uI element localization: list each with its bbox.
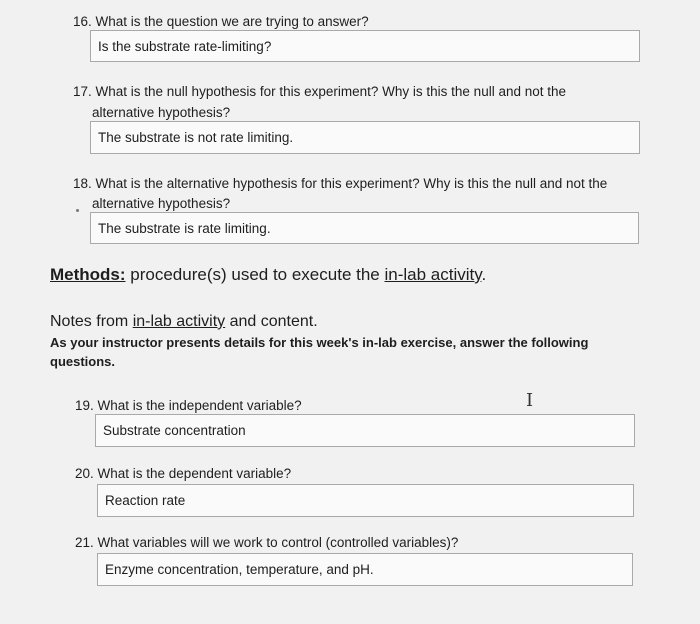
question-20: 20. What is the dependent variable? bbox=[75, 466, 292, 481]
notes-heading bbox=[50, 313, 318, 331]
stray-dot-mark bbox=[76, 209, 79, 212]
methods-label: Methods: bbox=[50, 265, 126, 284]
question-19: 19. What is the independent variable? bbox=[75, 398, 302, 413]
notes-end: and content. bbox=[225, 313, 318, 330]
question-16: 16. What is the question we are trying to answer? bbox=[73, 14, 369, 29]
methods-end: . bbox=[481, 265, 487, 284]
question-21: 21. What variables will we work to control (controlled variables)? bbox=[75, 535, 459, 550]
methods-text: procedure(s) used to execute the bbox=[125, 265, 385, 284]
answer-field-17[interactable]: The substrate is not rate limiting. bbox=[90, 121, 640, 154]
question-17-line2: alternative hypothesis? bbox=[92, 105, 231, 120]
instructions-text: As your instructor presents details for this week's in-lab exercise, answer the following questions. bbox=[50, 335, 589, 369]
answer-field-18[interactable]: The substrate is rate limiting. bbox=[90, 212, 639, 244]
answer-field-21[interactable]: Enzyme concentration, temperature, and pH. bbox=[97, 553, 633, 586]
answer-field-19[interactable]: Substrate concentration bbox=[95, 414, 635, 447]
question-18-line2: alternative hypothesis? bbox=[92, 196, 231, 211]
methods-heading bbox=[50, 265, 486, 285]
text-cursor-icon: I bbox=[526, 390, 534, 411]
notes-link[interactable]: in-lab activity bbox=[132, 313, 226, 330]
question-17-line1: 17. What is the null hypothesis for this experiment? Why is this the null and not the bbox=[73, 84, 567, 99]
methods-link[interactable]: in-lab activity bbox=[384, 265, 482, 284]
notes-text: Notes from bbox=[50, 313, 133, 330]
answer-field-20[interactable]: Reaction rate bbox=[97, 484, 634, 517]
question-18-line1: 18. What is the alternative hypothesis for this experiment? Why is this the null and not the bbox=[73, 176, 608, 191]
answer-field-16[interactable]: Is the substrate rate-limiting? bbox=[90, 30, 640, 62]
